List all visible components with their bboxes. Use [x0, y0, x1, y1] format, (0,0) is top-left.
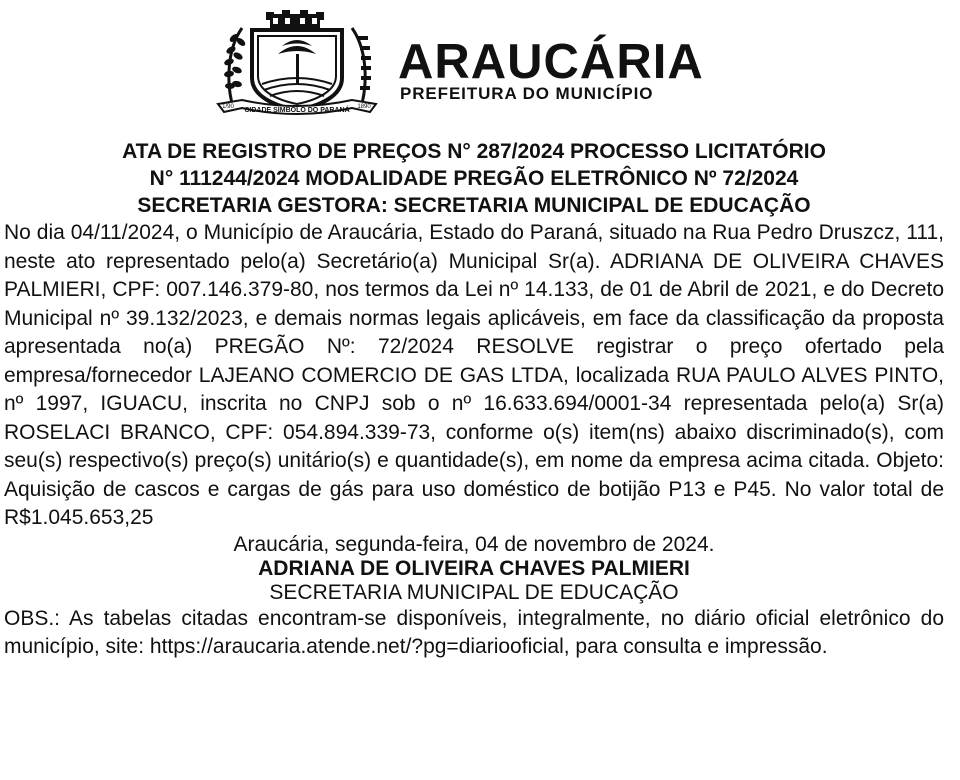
signer-role: SECRETARIA MUNICIPAL DE EDUCAÇÃO: [269, 580, 679, 604]
document-title-line-1: ATA DE REGISTRO DE PREÇOS N° 287/2024 PROCESSO LICITATÓRIO: [122, 140, 826, 163]
crest-year-left: 1/90: [222, 104, 234, 110]
brand-name: ARAUCÁRIA: [398, 35, 704, 89]
document-title-line-2: N° 111244/2024 MODALIDADE PREGÃO ELETRÔNICO Nº 72/2024: [149, 167, 799, 190]
brand-block: [398, 35, 704, 104]
crest-ribbon-text: CIDADE SÍMBOLO DO PARANÁ: [244, 107, 350, 114]
observation-note: OBS.: As tabelas citadas encontram-se disponíveis, integralmente, no diário oficial eletrônico do município, site: https://araucaria.atende.net/?pg=diariooficial, para consulta e impressão.: [4, 606, 944, 658]
document-body: [4, 138, 944, 662]
main-paragraph: No dia 04/11/2024, o Município de Araucária, Estado do Paraná, situado na Rua Pedro Druszcz, 111, neste ato representado pelo(a) Secretário(a) Municipal Sr(a). ADRIANA DE OLIVEIRA CHAVES PALMIERI, CPF: 007.146.379-80, nos termos da Lei nº 14.133, de 01 de Abril de 2021, e do Decreto Municipal nº 39.132/2023, e demais normas legais aplicáveis, em face da classificação da proposta apresentada no(a) PREGÃO Nº: 72/2024 RESOLVE registrar o preço ofertado pela empresa/fornecedor LAJEANO COMERCIO DE GAS LTDA, localizada RUA PAULO ALVES PINTO, nº 1997, IGUACU, inscrita no CNPJ sob o nº 16.633.694/0001-34 representada pelo(a) Sr(a) ROSELACI BRANCO, CPF: 054.894.339-73, conforme o(s) item(ns) abaixo discriminado(s), com seu(s) respectivo(s) preço(s) unitário(s) e quantidade(s), em nome da empresa acima citada. Objeto: Aquisição de cascos e cargas de gás para uso doméstico de botijão P13 e P45. No valor total de R$1.045.653,25: [4, 221, 944, 529]
date-line: Araucária, segunda-feira, 04 de novembro de 2024.: [233, 532, 715, 556]
header: [0, 0, 960, 128]
municipal-coat-of-arms: [212, 8, 382, 120]
brand-subtitle: PREFEITURA DO MUNICÍPIO: [400, 84, 654, 103]
crest-year-right: 1890: [357, 104, 371, 110]
signer-name: ADRIANA DE OLIVEIRA CHAVES PALMIERI: [258, 556, 690, 580]
document-title-line-3: SECRETARIA GESTORA: SECRETARIA MUNICIPAL DE EDUCAÇÃO: [137, 194, 811, 217]
